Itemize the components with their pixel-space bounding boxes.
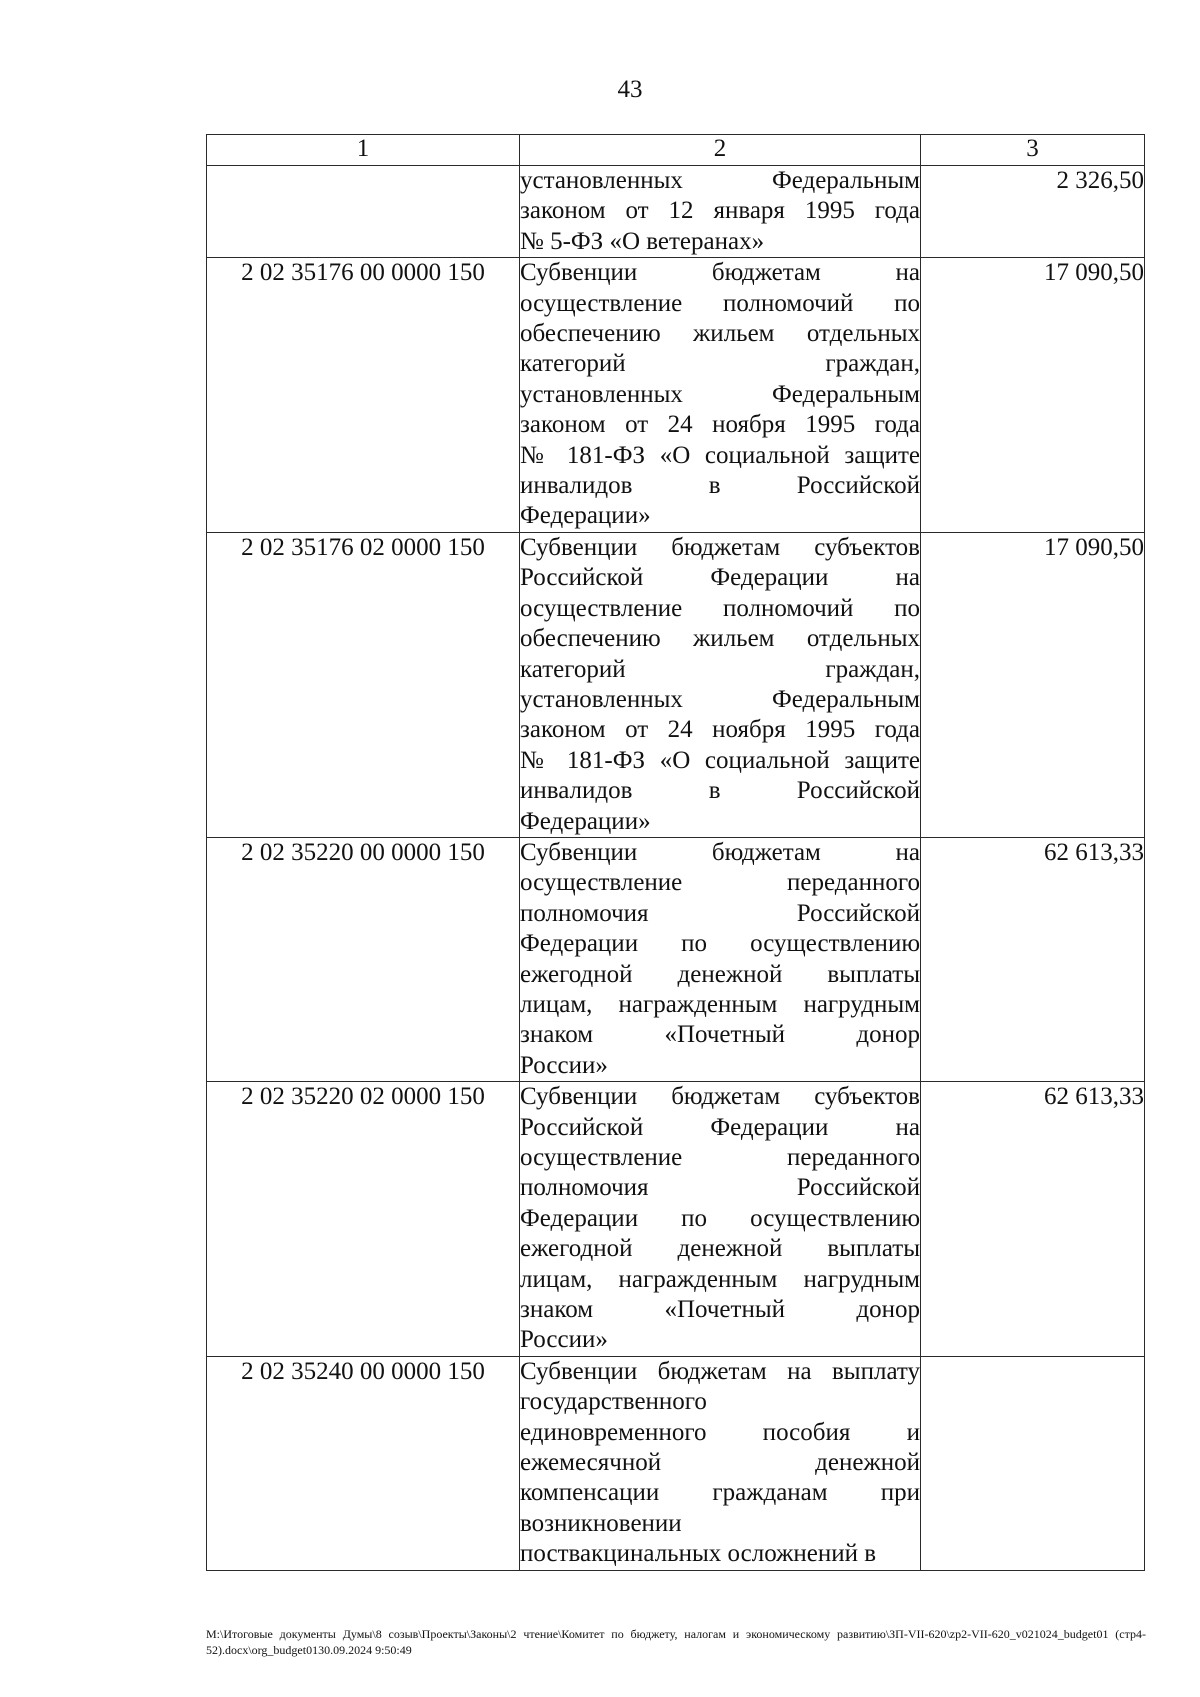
budget-classification-code: 2 02 35220 00 0000 150 [207,837,520,1081]
budget-classification-code: 2 02 35176 00 0000 150 [207,258,520,533]
description-line: осуществление переданного [520,1144,920,1171]
revenue-description [520,532,921,837]
description-line: знаком «Почетный донор [520,1021,920,1049]
description-line: обеспечению жильем отдельных [520,625,920,653]
description-line: России» [520,1051,608,1079]
revenue-description [520,166,921,258]
description-line: Субвенции бюджетам на выплату [520,1357,920,1385]
amount-value: 62 613,33 [921,1082,1145,1357]
table-row [207,1356,1145,1570]
description-line: инвалидов в Российской [520,472,920,500]
revenue-description [520,258,921,533]
description-line: полномочия Российской [520,899,920,927]
budget-table [206,134,1145,1571]
description-line: осуществление полномочий по [520,289,920,317]
description-line: Федерации» [520,807,651,835]
description-line: законом от 24 ноября 1995 года [520,411,920,439]
description-line: лицам, награжденным нагрудным [520,1265,920,1293]
budget-classification-code: 2 02 35176 02 0000 150 [207,532,520,837]
column-header-2: 2 [520,135,921,166]
description-line: Федерации по осуществлению [520,930,920,958]
description-line: осуществление полномочий по [520,594,920,622]
description-line: ежемесячной денежной [520,1449,920,1477]
description-line: Субвенции бюджетам субъектов [520,1083,920,1111]
document-file-path-footer: M:\Итоговые документы Думы\8 созыв\Проекты\Законы\2 чтение\Комитет по бюджету, налогам и экономическому развитию\ЗП-VII-620\zp2-VII-620_v021024_budget01 (стр4-52).docx\org_budget0130.09.2024 9:50:49 [206,1627,1146,1657]
description-line: Российской Федерации на [520,564,920,592]
description-line: лицам, награжденным нагрудным [520,990,920,1018]
description-line: № 5-ФЗ «О ветеранах» [520,227,765,255]
description-line: полномочия Российской [520,1174,920,1202]
description-line: единовременного пособия и [520,1418,920,1446]
description-line: государственного [520,1388,707,1416]
description-line: № 181-ФЗ «О социальной защите [520,746,920,774]
description-line: инвалидов в Российской [520,777,920,805]
description-line: Российской Федерации на [520,1113,920,1141]
page-number: 43 [617,76,643,103]
amount-value: 17 090,50 [921,258,1145,533]
amount-value: 17 090,50 [921,532,1145,837]
column-header-1: 1 [207,135,520,166]
amount-value [921,1356,1145,1570]
column-header-3: 3 [921,135,1145,166]
revenue-description [520,1356,921,1570]
description-line: ежегодной денежной выплаты [520,960,920,988]
table-row [207,532,1145,837]
description-line: установленных Федеральным [520,685,920,713]
description-line: законом от 12 января 1995 года [520,197,920,225]
description-line: Субвенции бюджетам на [520,259,920,287]
revenue-description [520,1082,921,1357]
description-line: знаком «Почетный донор [520,1296,920,1324]
table-row [207,258,1145,533]
table-row [207,1082,1145,1357]
description-line: возникновении [520,1509,682,1537]
description-line: установленных Федеральным [520,167,920,194]
table-header-row [207,135,1145,166]
amount-value: 2 326,50 [921,166,1145,258]
description-line: осуществление переданного [520,869,920,897]
budget-classification-code [207,166,520,258]
table-row [207,837,1145,1081]
description-line: России» [520,1326,608,1354]
description-line: поствакцинальных осложнений в [520,1540,877,1568]
description-line: Федерации» [520,502,651,530]
budget-classification-code: 2 02 35240 00 0000 150 [207,1356,520,1570]
description-line: Субвенции бюджетам на [520,838,920,866]
description-line: категорий граждан, [520,655,920,683]
amount-value: 62 613,33 [921,837,1145,1081]
description-line: Федерации по осуществлению [520,1204,920,1232]
description-line: категорий граждан, [520,350,920,378]
description-line: обеспечению жильем отдельных [520,320,920,348]
table-row [207,166,1145,258]
description-line: Субвенции бюджетам субъектов [520,533,920,561]
description-line: установленных Федеральным [520,380,920,408]
description-line: законом от 24 ноября 1995 года [520,716,920,744]
revenue-description [520,837,921,1081]
budget-classification-code: 2 02 35220 02 0000 150 [207,1082,520,1357]
description-line: ежегодной денежной выплаты [520,1235,920,1263]
description-line: № 181-ФЗ «О социальной защите [520,441,920,469]
description-line: компенсации гражданам при [520,1479,920,1507]
